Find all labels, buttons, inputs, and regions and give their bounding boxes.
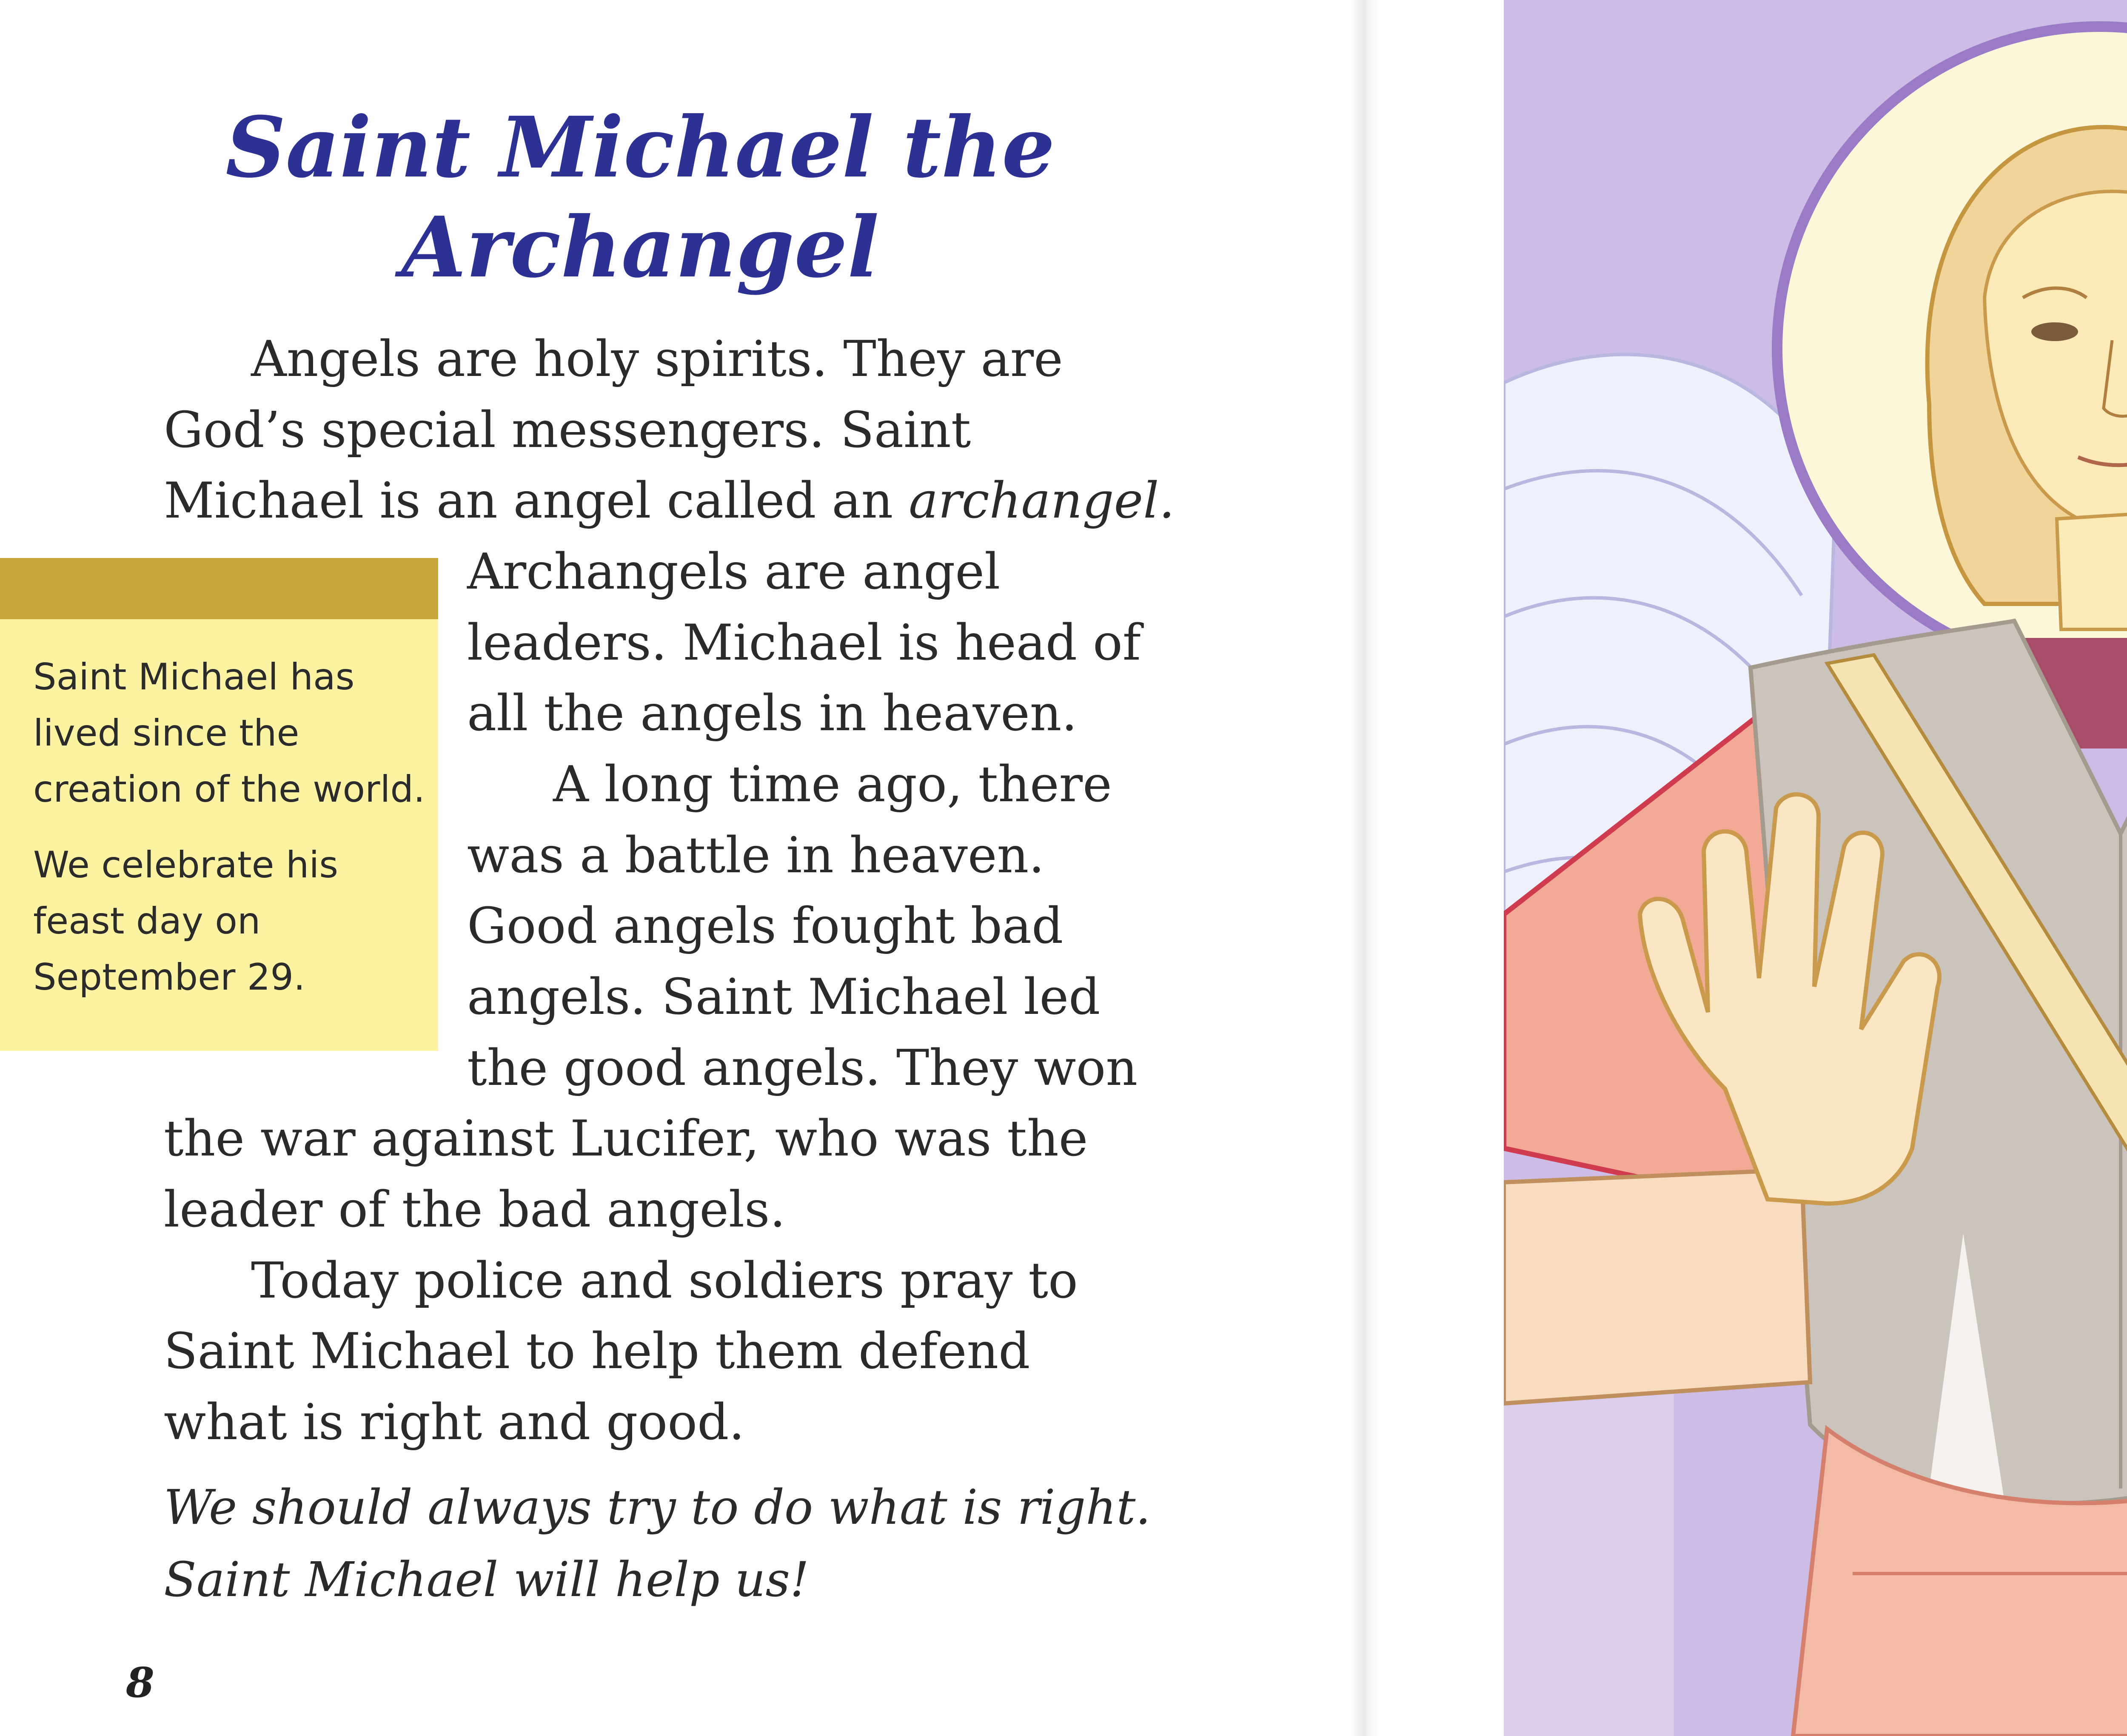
sidebar-line: lived since the — [33, 712, 299, 754]
body-line: leaders. Michael is head of — [467, 614, 1141, 672]
sidebar-line: September 29. — [33, 956, 305, 999]
sidebar-line: feast day on — [33, 900, 261, 942]
angel-illustration — [1504, 0, 2127, 1736]
title-line-1: Saint Michael the — [225, 99, 1055, 196]
sidebar-line: Saint Michael has — [33, 656, 355, 698]
title-line-2: Archangel — [401, 199, 879, 296]
body-line: Good angels fought bad — [467, 897, 1064, 955]
sidebar-line: We celebrate his — [33, 844, 339, 886]
fact-sidebar — [0, 619, 438, 1051]
closing-line: We should always try to do what is right. — [164, 1480, 1151, 1535]
body-line: Today police and soldiers pray to — [251, 1252, 1078, 1309]
body-line: Saint Michael to help them defend — [164, 1323, 1030, 1380]
sidebar-line: creation of the world. — [33, 768, 425, 811]
book-gutter — [1353, 0, 1378, 1736]
body-line: what is right and good. — [164, 1394, 745, 1451]
body-line — [164, 471, 1175, 531]
body-line: the good angels. They won — [467, 1039, 1138, 1097]
body-line: Archangels are angel — [467, 543, 1001, 600]
page-title — [162, 98, 1119, 298]
body-line: God’s special messengers. Saint — [164, 401, 971, 459]
body-line: Angels are holy spirits. They are — [251, 330, 1063, 388]
sidebar-header-band — [0, 558, 438, 619]
body-line-text: Michael is an angel called an — [164, 472, 909, 529]
body-line: was a battle in heaven. — [467, 827, 1045, 884]
page-number: 8 — [126, 1659, 154, 1707]
body-emphasis-archangel: archangel. — [909, 472, 1175, 529]
body-line: leader of the bad angels. — [164, 1181, 786, 1238]
body-line: angels. Saint Michael led — [467, 968, 1101, 1026]
body-line: the war against Lucifer, who was the — [164, 1110, 1088, 1167]
body-line: all the angels in heaven. — [467, 685, 1078, 742]
closing-line: Saint Michael will help us! — [164, 1552, 809, 1608]
body-line: A long time ago, there — [553, 756, 1112, 813]
